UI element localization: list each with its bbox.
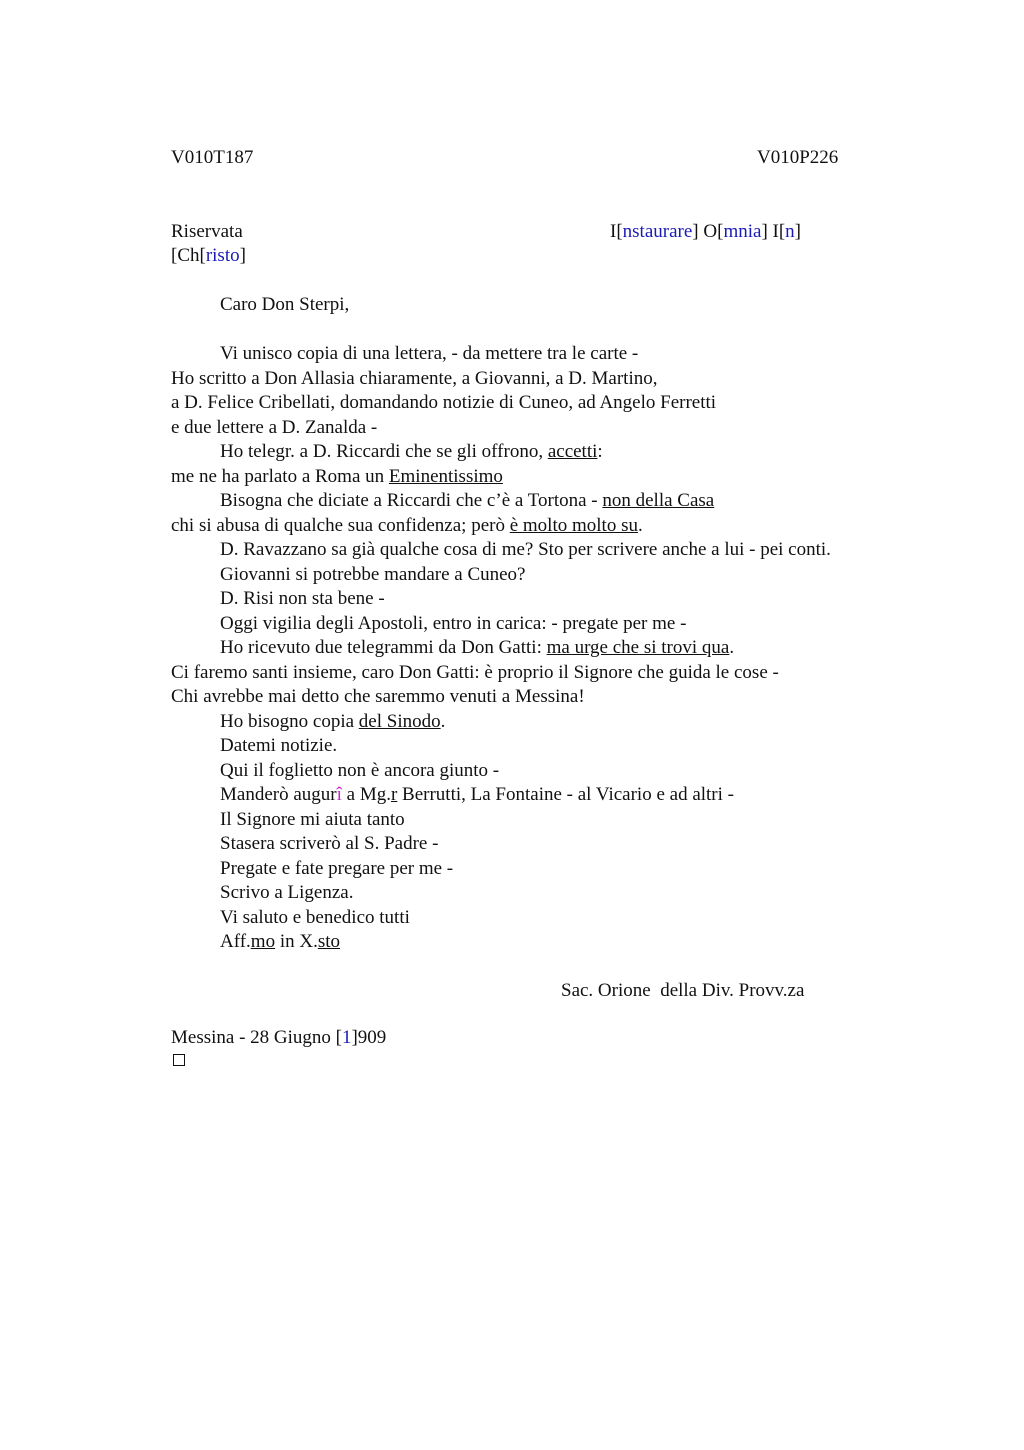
text-segment: I[ [610, 221, 623, 242]
text-segment: del Sinodo [358, 710, 441, 732]
letter-body [171, 342, 951, 955]
text-segment: in X. [275, 931, 318, 952]
text-segment: Scrivo a Ligenza. [220, 882, 354, 903]
text-segment: : [597, 441, 603, 462]
riservata-label: Riservata [171, 221, 243, 242]
letter-line [171, 759, 951, 784]
salutation: Caro Don Sterpi, [220, 294, 350, 315]
text-segment: [Ch[ [171, 245, 206, 266]
header-right-code: V010P226 [757, 147, 839, 168]
text-segment: Stasera scriverò al S. Padre - [220, 833, 439, 854]
text-segment: Pregate e fate pregare per me - [220, 857, 454, 879]
text-segment: . [637, 514, 643, 536]
text-segment: Il Signore mi aiuta tanto [220, 808, 405, 830]
letter-line [171, 587, 951, 612]
letter-line [171, 857, 951, 882]
text-segment: sto [317, 931, 341, 952]
text-segment: accetti [547, 441, 598, 462]
text-segment: non della Casa [602, 490, 715, 511]
letter-line [171, 514, 951, 539]
text-segment: Qui il foglietto non è ancora giunto - [220, 759, 500, 781]
text-segment: Datemi notizie. [220, 735, 338, 756]
text-segment: Chi avrebbe mai detto che saremmo venuti a Messina! [171, 686, 585, 707]
text-segment: Ho bisogno copia [220, 710, 359, 732]
text-segment: ] [794, 221, 801, 242]
text-segment: Vi unisco copia di una lettera, - da mettere tra le carte - [220, 343, 639, 364]
text-segment: è molto molto su [509, 514, 638, 536]
text-segment: D. Ravazzano sa già qualche cosa di me? Sto per scrivere anche a lui - pei conti. [220, 539, 831, 560]
motto-line [610, 220, 801, 244]
checkbox-square-icon [173, 1054, 185, 1066]
text-segment: Berrutti, La Fontaine - al Vicario e ad altri - [397, 784, 734, 805]
text-segment: Vi saluto e benedico tutti [220, 906, 410, 928]
letter-line [171, 685, 951, 710]
signature: Sac. Orione della Div. Provv.za [561, 980, 805, 1001]
letter-line [171, 636, 951, 661]
letter-line [171, 367, 951, 392]
text-segment: Oggi vigilia degli Apostoli, entro in carica: - pregate per me - [220, 612, 687, 634]
letter-line [171, 734, 951, 759]
text-segment: 1 [341, 1027, 352, 1048]
text-segment: Giovanni si potrebbe mandare a Cuneo? [220, 563, 526, 585]
letter-line [171, 563, 951, 588]
letter-line [171, 612, 951, 637]
letter-line [171, 342, 951, 367]
letter-line [171, 391, 951, 416]
text-segment: Messina - 28 Giugno [ [171, 1027, 342, 1048]
text-segment: Ho telegr. a D. Riccardi che se gli offrono, [220, 441, 548, 462]
letter-line [171, 783, 951, 808]
text-segment: risto [205, 245, 240, 266]
letter-line [171, 465, 951, 490]
text-segment: chi si abusa di qualche sua confidenza; però [171, 514, 510, 536]
letter-line [171, 416, 951, 441]
text-segment: . [729, 637, 735, 658]
letter-line [171, 538, 951, 563]
letter-line [171, 930, 951, 955]
text-segment: Ci faremo santi insieme, caro Don Gatti: è proprio il Signore che guida le cose - [171, 661, 779, 683]
text-segment: a Mg. [341, 784, 391, 805]
letter-line [171, 881, 951, 906]
header-left-code: V010T187 [171, 147, 254, 168]
letter-line [171, 808, 951, 833]
text-segment: ]909 [351, 1027, 387, 1048]
text-segment: r [390, 784, 398, 805]
text-segment: ma urge che si trovi qua [546, 637, 730, 658]
christo-line [171, 244, 246, 268]
text-segment: mnia [723, 221, 762, 242]
text-segment: ] [239, 245, 246, 266]
dateline [171, 1026, 386, 1050]
text-segment: a D. Felice Cribellati, domandando notizie di Cuneo, ad Angelo Ferretti [171, 392, 717, 413]
text-segment: Aff. [220, 931, 251, 952]
letter-line [171, 440, 951, 465]
letter-line [171, 710, 951, 735]
text-segment: Bisogna che diciate a Riccardi che c’è a Tortona - [220, 490, 603, 511]
text-segment: D. Risi non sta bene - [220, 588, 385, 609]
text-segment: Eminentissimo [388, 465, 503, 487]
text-segment: nstaurare [622, 221, 693, 242]
text-segment: Manderò augur [220, 784, 337, 805]
text-segment: n [785, 221, 795, 242]
text-segment: Ho scritto a Don Allasia chiaramente, a Giovanni, a D. Martino, [171, 367, 658, 389]
text-segment: e due lettere a D. Zanalda - [171, 416, 378, 438]
letter-line [171, 906, 951, 931]
text-segment: î [336, 784, 342, 805]
text-segment: ] I[ [761, 221, 786, 242]
letter-line [171, 832, 951, 857]
letter-line [171, 661, 951, 686]
text-segment: ] O[ [692, 221, 724, 242]
letter-line [171, 489, 951, 514]
text-segment: me ne ha parlato a Roma un [171, 465, 389, 487]
text-segment: . [440, 710, 446, 732]
text-segment: Ho ricevuto due telegrammi da Don Gatti: [220, 637, 547, 658]
text-segment: mo [250, 931, 276, 952]
